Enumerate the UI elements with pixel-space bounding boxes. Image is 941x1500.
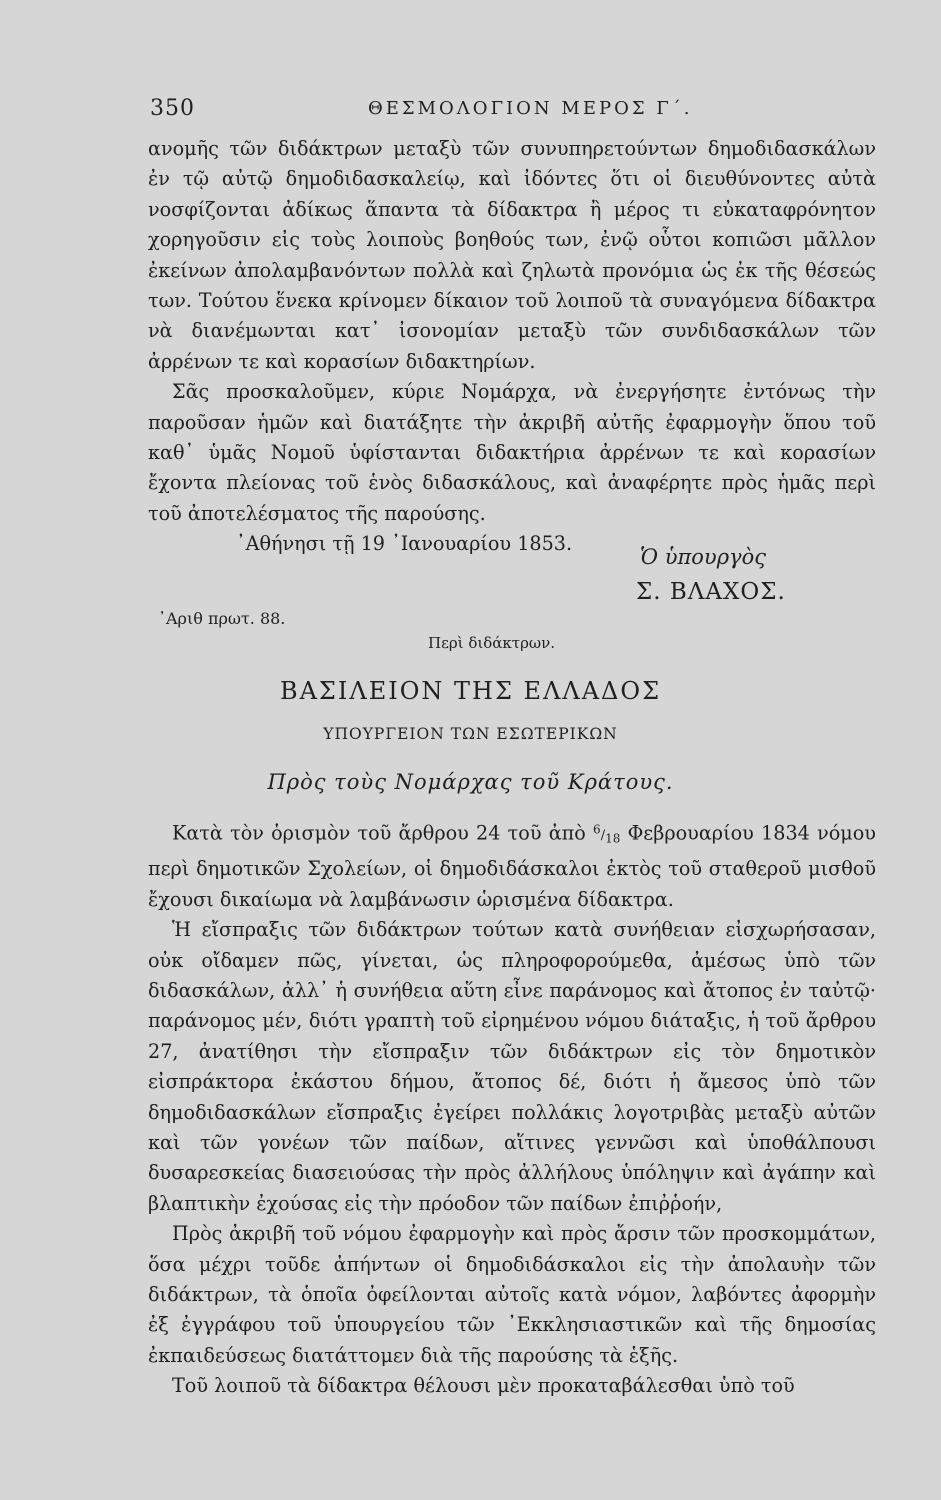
date-fraction: $^6/_{18}$ (593, 823, 621, 846)
paragraph-order: Πρὸς ἀκριβῆ τοῦ νόμου ἐφαρμογὴν καὶ πρὸς ἄρσιν τῶν προσκομμάτων, ὅσα μέχρι τοῦδε ἀπήντων οἱ δημοδιδάσκαλοι εἰς τὴν ἀπολαυὴν τῶν διδάκτρων, τὰ ὁποῖα ὀφείλονται αὐτοῖς κατὰ νόμον, λαβόντες ἀφορμὴν ἐξ ἐγγράφου τοῦ ὑπουργείου τῶν ᾽Εκκλησιαστικῶν καὶ τῆς δημοσίας ἐκπαιδεύσεως διατάττομεν διὰ τῆς παρούσης τὰ ἑξῆς. (148, 1222, 876, 1367)
signature-name: Σ. ΒΛΑΧΟΣ. (636, 579, 786, 605)
addressee-line: Πρὸς τοὺς Νομάρχας τοῦ Κράτους. (267, 770, 674, 794)
reference-number: ᾽Αριθ πρωτ. 88. (158, 609, 286, 628)
page-number: 350 (150, 96, 195, 121)
paragraph-collection: Ἡ εἴσπραξις τῶν διδάκτρων τούτων κατὰ συνήθειαν εἰσχωρήσασαν, οὐκ οἴδαμεν πῶς, γίνεται, ὡς πληροφορούμεθα, ἀμέσως ὑπὸ τῶν διδασκάλων, ἀλλ᾽ ἡ συνήθεια αὕτη εἶνε παράνομος καὶ ἄτοπος ἐν ταὐτῷ· παράνομος μέν, διότι γραπτὴ τοῦ εἰρημένου νόμου διάταξις, ἡ τοῦ ἄρθρου 27, ἀνατίθησι τὴν εἴσπραξιν τῶν διδάκτρων εἰς τὸν δημοτικὸν εἰσπράκτορα ἑκάστου δήμου, ἄτοπος δέ, διότι ἡ ἄμεσος ὑπὸ τῶν δημοδιδασκάλων εἴσπραξις ἐγείρει πολλάκις λογοτριβὰς μεταξὺ αὐτῶν καὶ τῶν γονέων τῶν παίδων, αἵτινες γεννῶσι καὶ ὑποθάλπουσι δυσαρεσκείας διασειούσας τὴν πρὸς ἀλλήλους ὑπόληψιν καὶ ἀγάπην καὶ βλαπτικὴν ἐχούσας εἰς τὴν πρόοδον τῶν παίδων ἐπιῤῥοήν, (148, 918, 876, 1215)
paragraph-law-reference (148, 815, 876, 915)
paragraph-law-text-a: Κατὰ τὸν ὁρισμὸν τοῦ ἄρθρου 24 τοῦ ἀπὸ (172, 821, 594, 845)
running-title: ΘΕΣΜΟΛΟΓΙΟΝ ΜΕΡΟΣ Γ΄. (368, 98, 693, 119)
paragraph-instruction: Σᾶς προσκαλοῦμεν, κύριε Νομάρχα, νὰ ἐνεργήσητε ἐντόνως τὴν παροῦσαν ἡμῶν καὶ διατάξητε τὴν ἀκριβῆ αὐτῆς ἐφαρμογὴν ὅπου τοῦ καθ᾽ ὑμᾶς Νομοῦ ὑφίστανται διδακτήρια ἀρρένων τε καὶ κορασίων ἔχοντα πλείονας τοῦ ἑνὸς διδασκάλους, καὶ ἀναφέρητε πρὸς ἡμᾶς περὶ τοῦ ἀποτελέσματος τῆς παρούσης. (148, 380, 876, 525)
circular-body (148, 815, 876, 1402)
ministry-heading: ΥΠΟΥΡΓΕΙΟΝ ΤΩΝ ΕΣΩΤΕΡΙΚΩΝ (323, 725, 618, 743)
subject-line: Περὶ διδάκτρων. (428, 634, 556, 652)
paragraph-final: Τοῦ λοιποῦ τὰ δίδακτρα θέλουσι μὲν προκαταβάλεσθαι ὑπὸ τοῦ (172, 1374, 795, 1398)
signature-title: Ὁ ὑπουργὸς (640, 545, 766, 569)
date-line: ᾽Αθήνησι τῇ 19 ᾽Ιανουαρίου 1853. (236, 532, 573, 556)
letter-body (148, 134, 876, 560)
fraction-denominator: 18 (605, 831, 621, 846)
paragraph-law-text-b: Φεβρουαρίου 1834 νόμου περὶ δημοτικῶν Σχολείων, οἱ δημοδιδάσκαλοι ἐκτὸς τοῦ σταθεροῦ μισθοῦ ἔχουσι δικαίωμα νὰ λαμβάνωσιν ὡρισμένα δίδακτρα. (148, 821, 876, 911)
paragraph-continuation: ανομῆς τῶν διδάκτρων μεταξὺ τῶν συνυπηρετούντων δημοδιδασκάλων ἐν τῷ αὐτῷ δημοδιδασκαλείῳ, καὶ ἰδόντες ὅτι οἱ διευθύνοντες αὐτὰ νοσφίζονται ἀδίκως ἅπαντα τὰ δίδακτρα ἢ μέρος τι εὐκαταφρόνητον χορηγοῦσιν εἰς τοὺς λοιποὺς βοηθούς των, ἐνῷ οὗτοι κοπιῶσι μᾶλλον ἐκείνων ἀπολαμβανόντων πολλὰ καὶ ζηλωτὰ προνόμια ὡς ἐκ τῆς θέσεώς των. Τούτου ἕνεκα κρίνομεν δίκαιον τοῦ λοιποῦ τὰ συναγόμενα δίδακτρα νὰ διανέμωνται κατ᾽ ἰσονομίαν μεταξὺ τῶν συνδιδασκάλων τῶν ἀρρένων τε καὶ κορασίων διδακτηρίων. (148, 137, 876, 373)
fraction-numerator: 6 (593, 823, 601, 837)
kingdom-heading: ΒΑΣΙΛΕΙΟΝ ΤΗΣ ΕΛΛΑΔΟΣ (279, 677, 662, 705)
